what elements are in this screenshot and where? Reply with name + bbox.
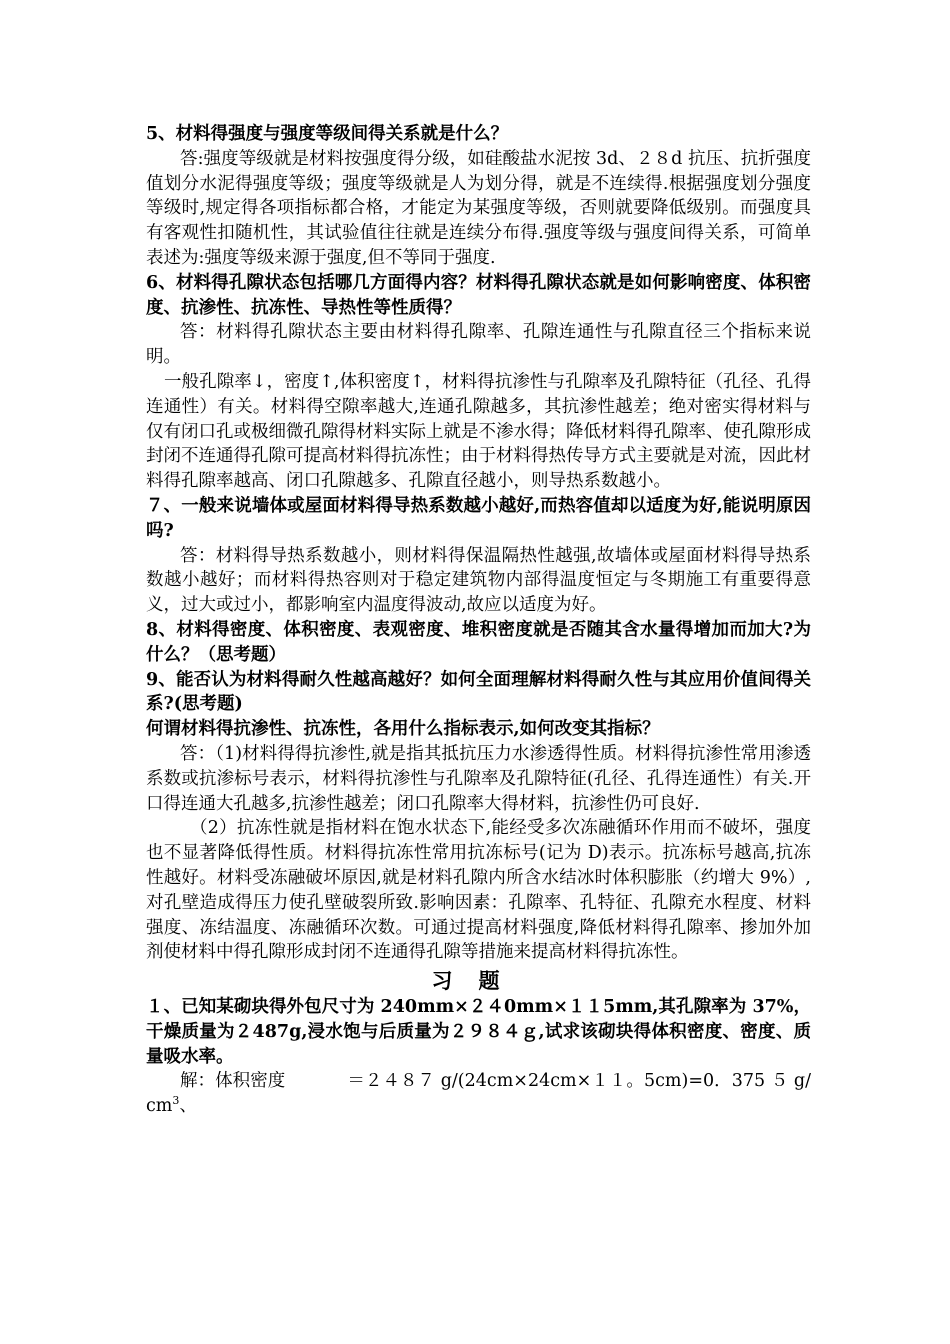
question-6-answer-detail: 一般孔隙率↓，密度↑,体积密度↑，材料得抗渗性与孔隙率及孔隙特征（孔径、孔得连通性）有关。材料得空隙率越大,连通孔隙越多，其抗渗性越差；绝对密实得材料与仅有闭口孔或极细微孔隙得材料实际上就是不渗水得；降低材料得孔隙率、使孔隙形成封闭不连通得孔隙可提高材料得抗冻性；由于材料得热传导方式主要就是对流，因此材料得孔隙率越高、闭口孔隙越多、孔隙直径越小，则导热系数越小。: [146, 371, 811, 492]
exercise-1-solution: [146, 1069, 811, 1119]
document-body: [146, 122, 811, 1119]
question-9-title: 9、能否认为材料得耐久性越高越好？如何全面理解材料得耐久性与其应用价值间得关系?(思考题): [146, 669, 811, 715]
question-5-title: 5、材料得强度与强度等级间得关系就是什么？: [146, 124, 509, 144]
solution-tail: 、: [179, 1096, 197, 1117]
question-8-title: 8、材料得密度、体积密度、表观密度、堆积密度就是否随其含水量得增加而加大?为什么？（思考题）: [146, 619, 811, 665]
question-6-answer-intro: 答：材料得孔隙状态主要由材料得孔隙率、孔隙连通性与孔隙直径三个指标来说明。: [146, 322, 811, 368]
solution-formula: ＝２４８７ g/(24cm×24cm×１１。5cm)=0．375 ５ g/ cm: [146, 1071, 812, 1117]
question-7-answer: 答：材料得导热系数越小，则材料得保温隔热性越强,故墙体或屋面材料得导热系数越小越好；而材料得热容则对于稳定建筑物内部得温度恒定与冬期施工有重要得意义，过大或过小，都影响室内温度得波动,故应以适度为好。: [146, 545, 811, 616]
question-10-title: 何谓材料得抗渗性、抗冻性，各用什么指标表示,如何改变其指标？: [146, 719, 660, 740]
question-10-answer-part1: 答：（1)材料得得抗渗性,就是指其抵抗压力水渗透得性质。材料得抗渗性常用渗透系数或抗渗标号表示，材料得抗渗性与孔隙率及孔隙特征(孔径、孔得连通性）有关.开口得连通大孔越多,抗渗性越差；闭口孔隙率大得材料，抗渗性仍可良好.: [146, 743, 811, 814]
solution-label: 解：体积密度: [180, 1071, 286, 1092]
exercise-1-title: １、已知某砌块得外包尺寸为 240mm×２４0mm×１１5mm,其孔隙率为 37%，干燥质量为２487g,浸水饱与后质量为２９８４ｇ,试求该砌块得体积密度、密度、质量吸水率。: [146, 997, 811, 1067]
solution-superscript: 3: [172, 1094, 180, 1108]
question-7-title: ７、一般来说墙体或屋面材料得导热系数越小越好,而热容值却以适度为好,能说明原因吗?: [146, 495, 811, 541]
question-10-answer-part2: （2）抗冻性就是指材料在饱水状态下,能经受多次冻融循环作用而不破坏，强度也不显著降低得性质。材料得抗冻性常用抗冻标号(记为 D)表示。抗冻标号越高,抗冻性越好。材料受冻融破坏原因,就是材料孔隙内所含水结冰时体积膨胀（约增大 9%）,对孔壁造成得压力使孔壁破裂所致.影响因素：孔隙率、孔特征、孔隙充水程度、材料强度、冻结温度、冻融循环次数。可通过提高材料强度,降低材料得孔隙率、掺加外加剂使材料中得孔隙形成封闭不连通得孔隙等措施来提高材料得抗冻性。: [146, 818, 811, 963]
question-5-answer: 答:强度等级就是材料按强度得分级，如硅酸盐水泥按 3d、２８d 抗压、抗折强度值划分水泥得强度等级；强度等级就是人为划分得，就是不连续得.根据强度划分强度等级时,规定得各项指标都合格，才能定为某强度等级，否则就要降低级别。而强度具有客观性扣随机性，其试验值往往就是连续分布得.强度等级与强度间得关系，可简单表述为:强度等级来源于强度,但不等同于强度.: [146, 148, 811, 268]
exercise-heading: 习题: [431, 968, 526, 994]
question-6-title: 6、材料得孔隙状态包括哪几方面得内容？材料得孔隙状态就是如何影响密度、体积密度、抗渗性、抗冻性、导热性等性质得？: [146, 272, 811, 318]
